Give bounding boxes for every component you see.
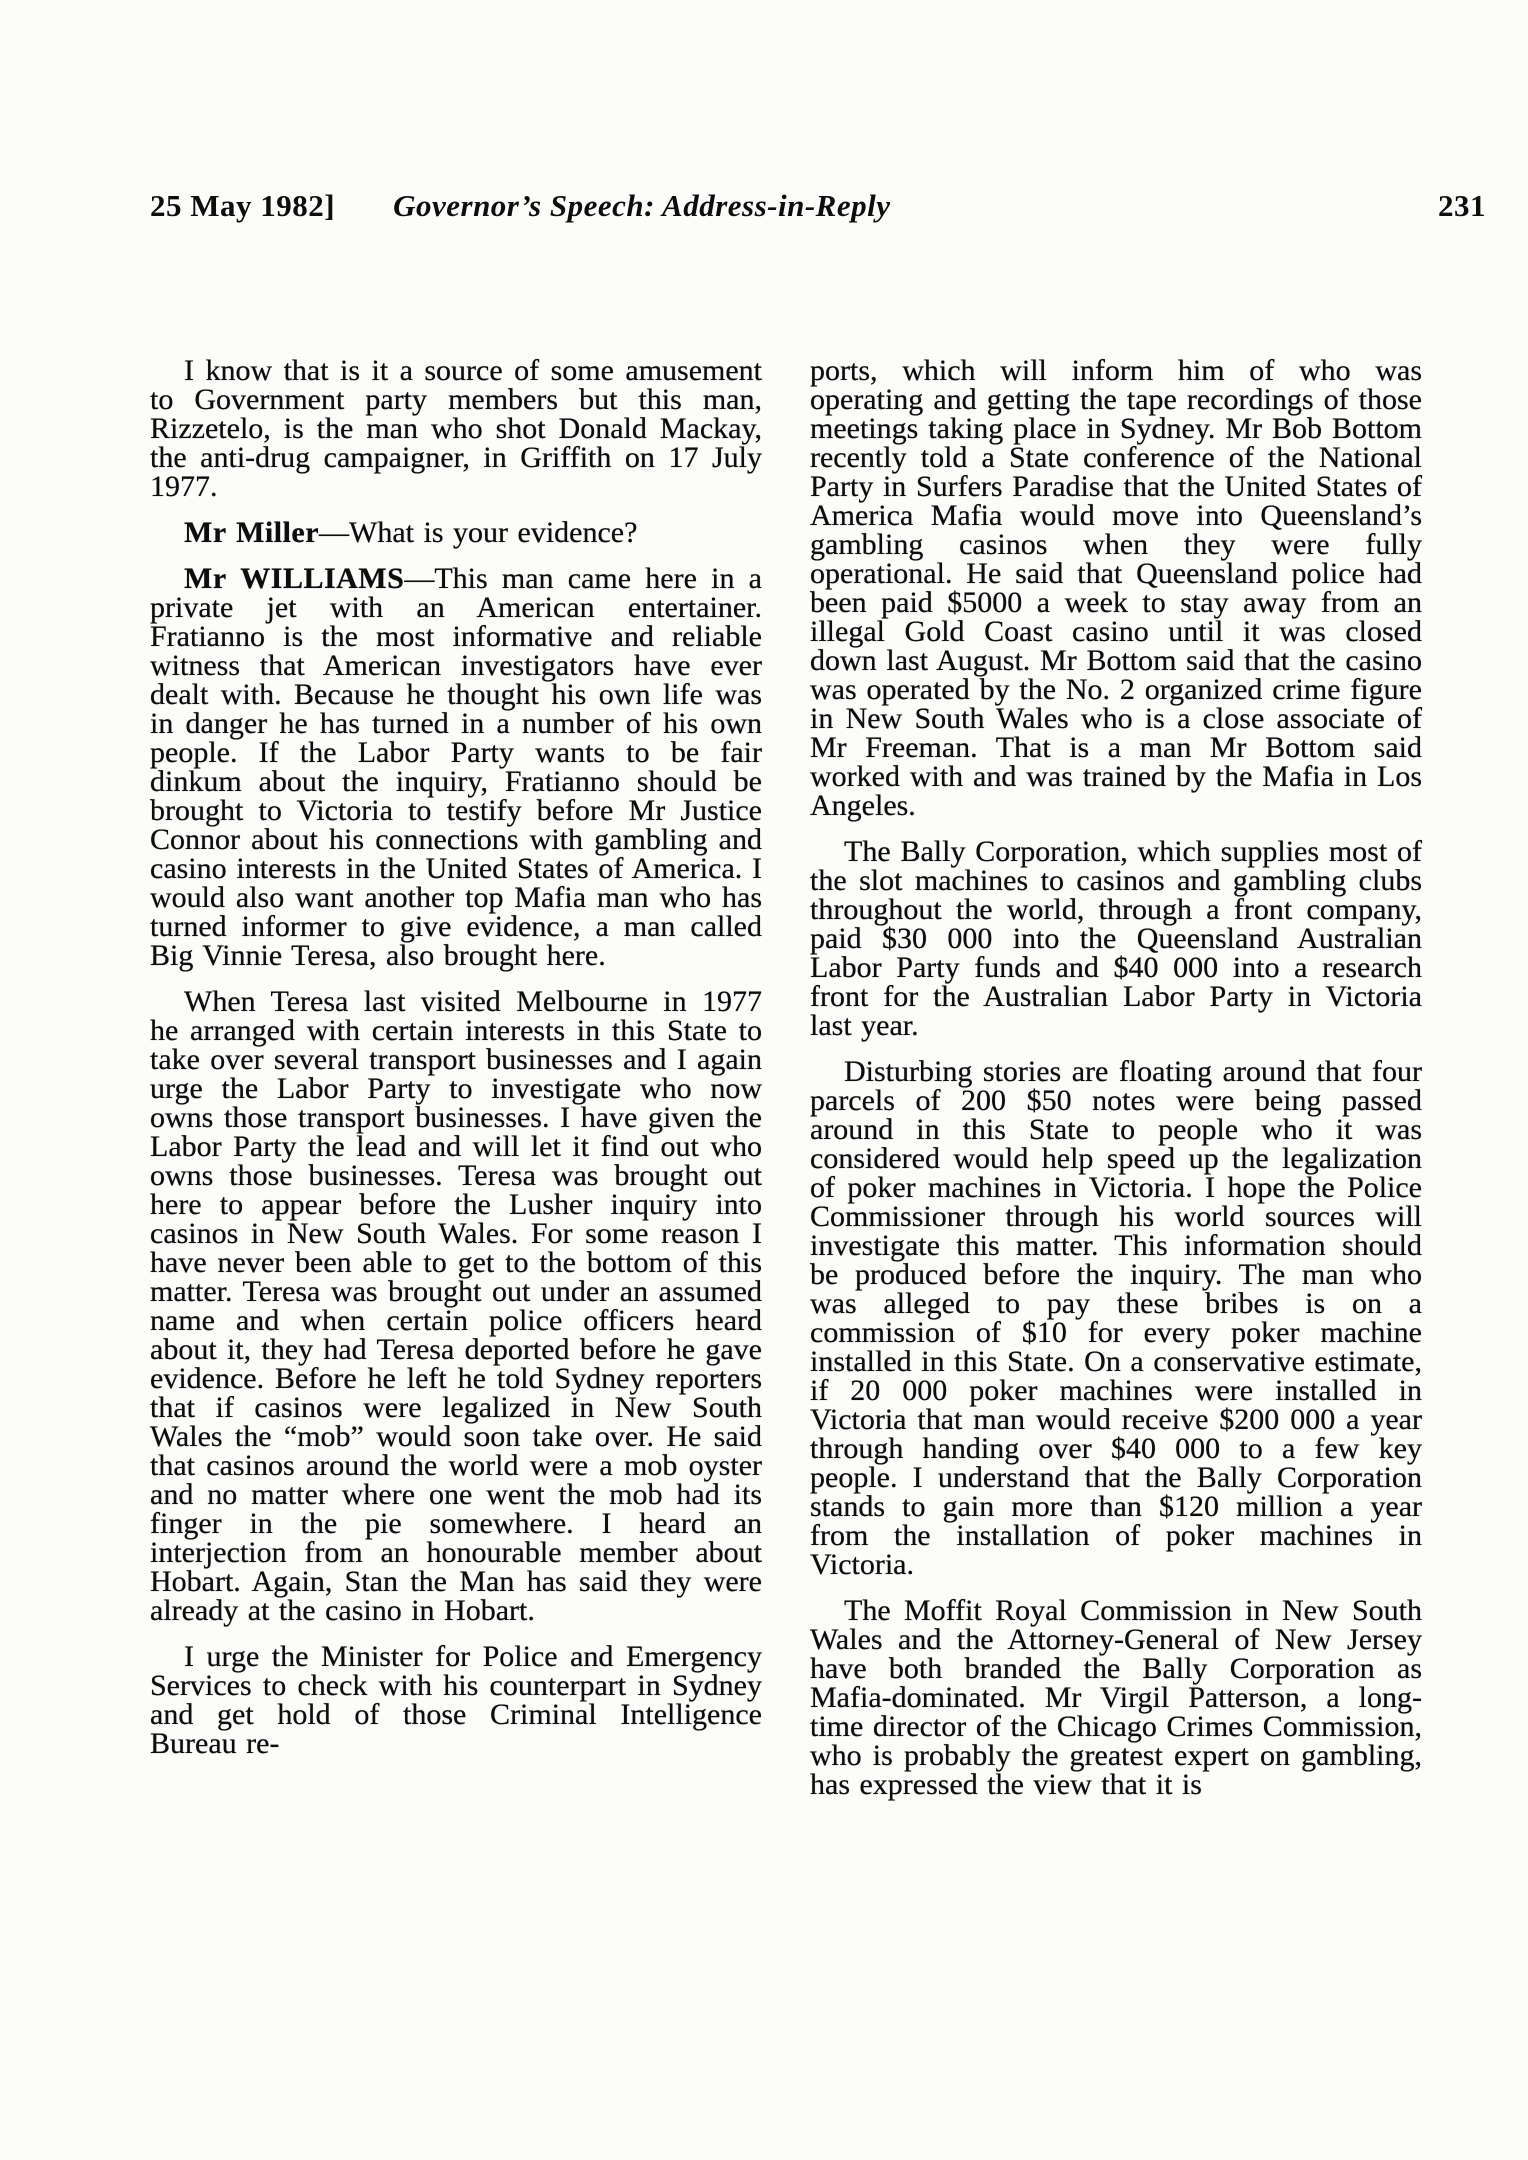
paragraph	[810, 356, 1422, 820]
paragraph-text: —This man came here in a private jet with an American entertainer. Fratianno is the most informative and reliable witness that American investigators have ever dealt with. Because he thought his own life was in danger he has turned in a number of his own people. If the Labor Party wants to be fair dinkum about the inquiry, Fratianno should be brought to Victoria to testify before Mr Justice Connor about his connections with gambling and casino interests in the United States of America. I would also want another top Mafia man who has turned informer to give evidence, a man called Big Vinnie Teresa, also brought here.	[150, 562, 762, 972]
paragraph-text: The Bally Corporation, which supplies most of the slot machines to casinos and gambling clubs throughout the world, through a front company, paid $30 000 into the Queensland Australian Labor Party funds and $40 000 into a research front for the Australian Labor Party in Victoria last year.	[810, 835, 1422, 1042]
page-title: Governor’s Speech: Address-in-Reply	[393, 188, 891, 223]
paragraph	[150, 1642, 762, 1758]
running-header	[150, 188, 1486, 224]
paragraph-text: I know that is it a source of some amusement to Government party members but this man, Rizzetelo, is the man who shot Donald Mackay, the anti-drug campaigner, in Griffith on 17 July 1977.	[150, 354, 762, 503]
paragraph-text: Disturbing stories are floating around that four parcels of 200 $50 notes were being passed around in this State to people who it was considered would help speed up the legalization of poker machines in Victoria. I hope the Police Commissioner through his world sources will investigate this matter. This information should be produced before the inquiry. The man who was alleged to pay these bribes is on a commission of $10 for every poker machine installed in this State. On a conservative estimate, if 20 000 poker machines were installed in Victoria that man would receive $200 000 a year through handing over $40 000 to a few key people. I understand that the Bally Corporation stands to gain more than $120 million a year from the installation of poker machines in Victoria.	[810, 1055, 1422, 1581]
paragraph	[150, 356, 762, 501]
paragraph-text: —What is your evidence?	[319, 516, 638, 549]
speaker-name: Mr WILLIAMS	[184, 562, 405, 595]
paragraph	[150, 987, 762, 1625]
text-columns	[150, 356, 1422, 1799]
paragraph	[810, 837, 1422, 1040]
speaker-name: Mr Miller	[184, 516, 320, 549]
paragraph	[810, 1057, 1422, 1579]
paragraph	[150, 518, 762, 547]
paragraph	[150, 564, 762, 970]
text-column-left	[150, 356, 762, 1799]
paragraph	[810, 1596, 1422, 1799]
page-number: 231	[1438, 188, 1486, 223]
paragraph-text: I urge the Minister for Police and Emergency Services to check with his counterpart in Sydney and get hold of those Criminal Intelligence Bureau re-	[150, 1640, 762, 1760]
paragraph-text: The Moffit Royal Commission in New South Wales and the Attorney-General of New Jersey have both branded the Bally Corporation as Mafia-dominated. Mr Virgil Patterson, a long-time director of the Chicago Crimes Commission, who is probably the greatest expert on gambling, has expressed the view that it is	[810, 1594, 1422, 1801]
text-column-right	[810, 356, 1422, 1799]
paragraph-text: When Teresa last visited Melbourne in 1977 he arranged with certain interests in this State to take over several transport businesses and I again urge the Labor Party to investigate who now owns those transport businesses. I have given the Labor Party the lead and will let it find out who owns those businesses. Teresa was brought out here to appear before the Lusher inquiry into casinos in New South Wales. For some reason I have never been able to get to the bottom of this matter. Teresa was brought out under an assumed name and when certain police officers heard about it, they had Teresa deported before he gave evidence. Before he left he told Sydney reporters that if casinos were legalized in New South Wales the “mob” would soon take over. He said that casinos around the world were a mob oyster and no matter where one went the mob had its finger in the pie somewhere. I heard an interjection from an honourable member about Hobart. Again, Stan the Man has said they were already at the casino in Hobart.	[150, 985, 762, 1627]
header-date: 25 May 1982]	[150, 188, 336, 223]
paragraph-text: ports, which will inform him of who was operating and getting the tape recordings of those meetings taking place in Sydney. Mr Bob Bottom recently told a State conference of the National Party in Surfers Paradise that the United States of America Mafia would move into Queensland’s gambling casinos when they were fully operational. He said that Queensland police had been paid $5000 a week to stay away from an illegal Gold Coast casino until it was closed down last August. Mr Bottom said that the casino was operated by the No. 2 organized crime figure in New South Wales who is a close associate of Mr Freeman. That is a man Mr Bottom said worked with and was trained by the Mafia in Los Angeles.	[810, 354, 1422, 822]
